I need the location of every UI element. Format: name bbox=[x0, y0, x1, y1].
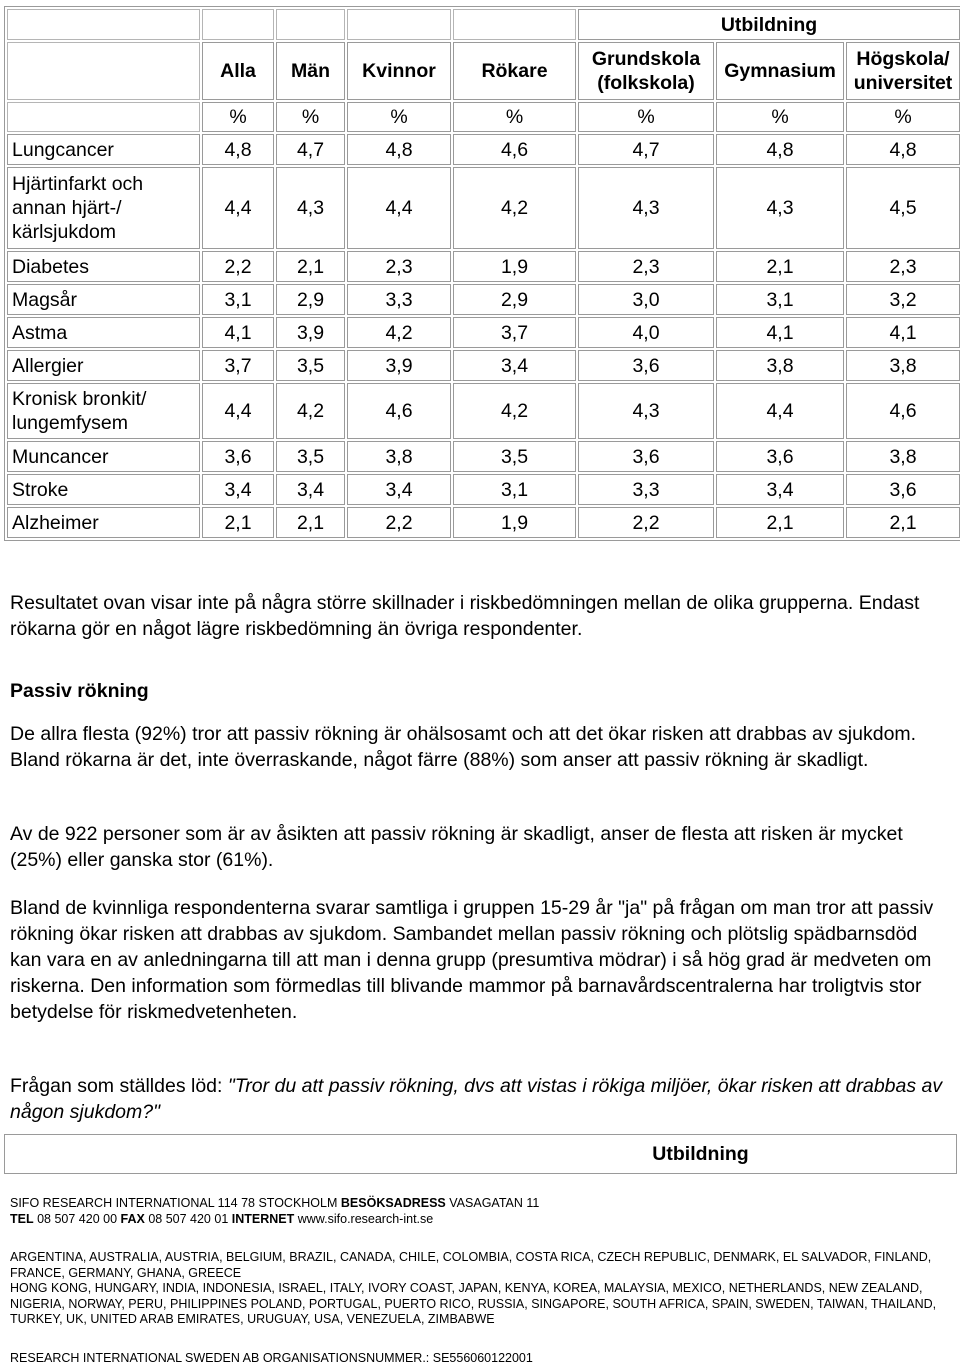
value-cell: 3,7 bbox=[453, 317, 576, 348]
value-cell: 4,1 bbox=[716, 317, 844, 348]
row-label bbox=[7, 383, 200, 439]
value-cell: 2,1 bbox=[716, 251, 844, 282]
footer-contact bbox=[10, 1212, 955, 1228]
table-row bbox=[7, 317, 960, 348]
row-label bbox=[7, 167, 200, 249]
row-label bbox=[7, 441, 200, 472]
value-cell: 3,2 bbox=[846, 284, 960, 315]
row-label bbox=[7, 284, 200, 315]
text-line: annan hjärt-/ bbox=[12, 197, 122, 219]
unit-cell: % bbox=[846, 102, 960, 132]
empty-header-cell bbox=[347, 9, 451, 40]
column-header bbox=[202, 42, 274, 100]
text-line: Grundskola bbox=[591, 48, 701, 70]
value-cell: 3,5 bbox=[276, 350, 345, 381]
table-row bbox=[7, 251, 960, 282]
table-row bbox=[7, 383, 960, 439]
footer-internet-label: INTERNET bbox=[231, 1212, 295, 1226]
text-line: Högskola/ bbox=[856, 48, 950, 70]
footer-countries-2: HONG KONG, HUNGARY, INDIA, INDONESIA, ISRAEL, ITALY, IVORY COAST, JAPAN, KENYA, KOREA, MALAYSIA, MEXICO, NETHERLANDS, NEW ZEALAND, NIGERIA, NORWAY, PERU, PHILIPPINES POLAND, PORTUGAL, PUERTO RICO, RUSSIA, SINGAPORE, SOUTH AFRICA, SPAIN, SWEDEN, TAIWAN, THAILAND, TURKEY, UK, UNITED ARAB EMIRATES, URUGUAY, USA, VENEZUELA, ZIMBABWE bbox=[10, 1281, 937, 1326]
text-line: Diabetes bbox=[12, 255, 89, 278]
value-cell: 3,5 bbox=[276, 441, 345, 472]
question-prefix: Frågan som ställdes löd: bbox=[10, 1075, 228, 1097]
value-cell: 2,1 bbox=[276, 507, 345, 538]
text-line: Alla bbox=[220, 60, 256, 82]
utbildning-header: Utbildning bbox=[578, 9, 960, 40]
empty-header-cell bbox=[7, 42, 200, 100]
value-cell: 4,8 bbox=[716, 134, 844, 165]
footer-fax-label: FAX bbox=[120, 1212, 145, 1226]
value-cell: 4,1 bbox=[202, 317, 274, 348]
value-cell: 4,6 bbox=[453, 134, 576, 165]
value-cell: 4,4 bbox=[716, 383, 844, 439]
text-line: Lungcancer bbox=[12, 138, 114, 161]
text-line: Alzheimer bbox=[12, 511, 99, 534]
value-cell: 3,5 bbox=[453, 441, 576, 472]
paragraph-922-persons: Av de 922 personer som är av åsikten att passiv rökning är skadligt, anser de flesta att risken är mycket (25%) eller ganska stor (61%). bbox=[10, 823, 903, 871]
empty-header-cell bbox=[453, 9, 576, 40]
footer-orgnr: RESEARCH INTERNATIONAL SWEDEN AB ORGANISATIONSNUMMER.: SE556060122001 bbox=[10, 1351, 533, 1365]
value-cell: 2,1 bbox=[846, 507, 960, 538]
value-cell: 2,3 bbox=[578, 251, 714, 282]
text-line: Hjärtinfarkt och bbox=[12, 173, 144, 195]
text-line: Män bbox=[291, 60, 330, 82]
unit-cell: % bbox=[202, 102, 274, 132]
text-line: Gymnasium bbox=[724, 60, 836, 82]
value-cell: 4,8 bbox=[202, 134, 274, 165]
row-label bbox=[7, 134, 200, 165]
footer-tel-value: 08 507 420 00 bbox=[37, 1212, 118, 1226]
question-quote: "Tror du att passiv rökning, dvs att vistas i rökiga miljöer, ökar risken att drabbas av någon sjukdom?" bbox=[10, 1075, 943, 1123]
column-header bbox=[453, 42, 576, 100]
value-cell: 4,1 bbox=[846, 317, 960, 348]
table-row bbox=[7, 167, 960, 249]
column-header bbox=[578, 42, 714, 100]
value-cell: 4,2 bbox=[276, 383, 345, 439]
text-line: lungemfysem bbox=[12, 412, 128, 434]
value-cell: 4,8 bbox=[347, 134, 451, 165]
value-cell: 3,8 bbox=[347, 441, 451, 472]
value-cell: 2,3 bbox=[846, 251, 960, 282]
value-cell: 4,6 bbox=[347, 383, 451, 439]
value-cell: 3,9 bbox=[347, 350, 451, 381]
value-cell: 4,6 bbox=[846, 383, 960, 439]
text-line: Allergier bbox=[12, 354, 84, 377]
empty-header-cell bbox=[276, 9, 345, 40]
value-cell: 3,6 bbox=[578, 350, 714, 381]
value-cell: 3,7 bbox=[202, 350, 274, 381]
text-line: Kvinnor bbox=[362, 60, 436, 82]
value-cell: 2,3 bbox=[347, 251, 451, 282]
value-cell: 4,3 bbox=[578, 167, 714, 249]
value-cell: 4,4 bbox=[202, 167, 274, 249]
text-line: Kronisk bronkit/ bbox=[12, 388, 147, 410]
value-cell: 3,4 bbox=[453, 350, 576, 381]
value-cell: 4,8 bbox=[846, 134, 960, 165]
value-cell: 3,6 bbox=[846, 474, 960, 505]
value-cell: 2,2 bbox=[347, 507, 451, 538]
unit-cell: % bbox=[453, 102, 576, 132]
value-cell: 2,2 bbox=[578, 507, 714, 538]
table-row bbox=[7, 474, 960, 505]
text-line: Stroke bbox=[12, 478, 69, 501]
text-line: Muncancer bbox=[12, 445, 109, 468]
footer-internet-value: www.sifo.research-int.se bbox=[297, 1212, 434, 1226]
second-table-header bbox=[4, 1134, 957, 1174]
empty-header-cell bbox=[7, 102, 200, 132]
value-cell: 3,4 bbox=[716, 474, 844, 505]
row-label bbox=[7, 350, 200, 381]
value-cell: 3,3 bbox=[347, 284, 451, 315]
value-cell: 2,2 bbox=[202, 251, 274, 282]
value-cell: 3,1 bbox=[202, 284, 274, 315]
text-line: kärlsjukdom bbox=[12, 221, 117, 243]
paragraph-majority: De allra flesta (92%) tror att passiv rökning är ohälsosamt och att det ökar risken att drabbas av sjukdom. Bland rökarna är det, inte överraskande, något färre (88%) som anser att passiv rökning är skadligt. bbox=[10, 723, 917, 771]
empty-header-cell bbox=[7, 9, 200, 40]
value-cell: 4,2 bbox=[347, 317, 451, 348]
value-cell: 4,4 bbox=[347, 167, 451, 249]
footer-visit-label: BESÖKSADRESS bbox=[340, 1196, 446, 1210]
header-row-columns bbox=[7, 42, 960, 100]
unit-cell: % bbox=[716, 102, 844, 132]
value-cell: 4,7 bbox=[276, 134, 345, 165]
row-label bbox=[7, 474, 200, 505]
value-cell: 3,8 bbox=[716, 350, 844, 381]
column-header bbox=[347, 42, 451, 100]
row-label bbox=[7, 507, 200, 538]
text-line: (folkskola) bbox=[597, 72, 695, 94]
paragraph-question bbox=[10, 1073, 950, 1125]
footer-visit-value: VASAGATAN 11 bbox=[449, 1196, 540, 1210]
header-row-group bbox=[7, 9, 960, 40]
value-cell: 4,3 bbox=[578, 383, 714, 439]
value-cell: 3,0 bbox=[578, 284, 714, 315]
value-cell: 4,4 bbox=[202, 383, 274, 439]
value-cell: 2,9 bbox=[276, 284, 345, 315]
value-cell: 3,3 bbox=[578, 474, 714, 505]
column-header bbox=[846, 42, 960, 100]
value-cell: 4,2 bbox=[453, 167, 576, 249]
footer-tel-label: TEL bbox=[10, 1212, 34, 1226]
value-cell: 4,3 bbox=[716, 167, 844, 249]
text-line: Magsår bbox=[12, 288, 78, 311]
value-cell: 2,1 bbox=[202, 507, 274, 538]
value-cell: 1,9 bbox=[453, 507, 576, 538]
value-cell: 3,1 bbox=[716, 284, 844, 315]
column-header bbox=[716, 42, 844, 100]
value-cell: 4,0 bbox=[578, 317, 714, 348]
paragraph-female-respondents: Bland de kvinnliga respondenterna svarar samtliga i gruppen 15-29 år "ja" på frågan om man tror att passiv rökning ökar risken att drabbas av sjukdom. Sambandet mellan passiv rökning och plötslig spädbarnsdöd kan vara en av anledningarna till att man i denna grupp (presumtiva mödrar) i så hög grad är medveten om riskerna. Den information som förmedlas till blivande mammor på barnavårdscentralerna har troligtvis stor betydelse för riskmedvetenheten. bbox=[10, 897, 934, 1023]
paragraph-results: Resultatet ovan visar inte på några större skillnader i riskbedömningen mellan de olika grupperna. Endast rökarna gör en något lägre riskbedömning än övriga respondenter. bbox=[10, 592, 920, 640]
value-cell: 2,1 bbox=[276, 251, 345, 282]
value-cell: 2,9 bbox=[453, 284, 576, 315]
table-row bbox=[7, 441, 960, 472]
footer-countries-1: ARGENTINA, AUSTRALIA, AUSTRIA, BELGIUM, BRAZIL, CANADA, CHILE, COLOMBIA, COSTA RICA, CZECH REPUBLIC, DENMARK, EL SALVADOR, FINLAND, FRANCE, GERMANY, GHANA, GREECE bbox=[10, 1250, 932, 1280]
value-cell: 4,3 bbox=[276, 167, 345, 249]
table-row bbox=[7, 284, 960, 315]
column-header bbox=[276, 42, 345, 100]
value-cell: 3,8 bbox=[846, 350, 960, 381]
row-label bbox=[7, 317, 200, 348]
unit-cell: % bbox=[347, 102, 451, 132]
footer-fax-value: 08 507 420 01 bbox=[148, 1212, 229, 1226]
table-row bbox=[7, 350, 960, 381]
table-row bbox=[7, 507, 960, 538]
value-cell: 3,6 bbox=[578, 441, 714, 472]
utbildning-header-2: Utbildning bbox=[652, 1142, 749, 1165]
empty-header-cell bbox=[202, 9, 274, 40]
value-cell: 2,1 bbox=[716, 507, 844, 538]
value-cell: 3,4 bbox=[347, 474, 451, 505]
value-cell: 4,7 bbox=[578, 134, 714, 165]
table-row bbox=[7, 134, 960, 165]
value-cell: 3,6 bbox=[202, 441, 274, 472]
risk-assessment-table bbox=[4, 6, 960, 541]
text-line: Astma bbox=[12, 321, 68, 344]
footer-address bbox=[10, 1196, 955, 1212]
text-line: universitet bbox=[853, 72, 953, 94]
row-label bbox=[7, 251, 200, 282]
value-cell: 4,5 bbox=[846, 167, 960, 249]
value-cell: 4,2 bbox=[453, 383, 576, 439]
value-cell: 3,1 bbox=[453, 474, 576, 505]
unit-cell: % bbox=[276, 102, 345, 132]
value-cell: 3,6 bbox=[716, 441, 844, 472]
heading-passiv-rokning: Passiv rökning bbox=[10, 680, 149, 702]
unit-row bbox=[7, 102, 960, 132]
value-cell: 3,4 bbox=[276, 474, 345, 505]
unit-cell: % bbox=[578, 102, 714, 132]
text-line: Rökare bbox=[481, 60, 548, 82]
value-cell: 3,9 bbox=[276, 317, 345, 348]
value-cell: 1,9 bbox=[453, 251, 576, 282]
footer-company: SIFO RESEARCH INTERNATIONAL 114 78 STOCKHOLM bbox=[10, 1196, 338, 1210]
value-cell: 3,8 bbox=[846, 441, 960, 472]
value-cell: 3,4 bbox=[202, 474, 274, 505]
